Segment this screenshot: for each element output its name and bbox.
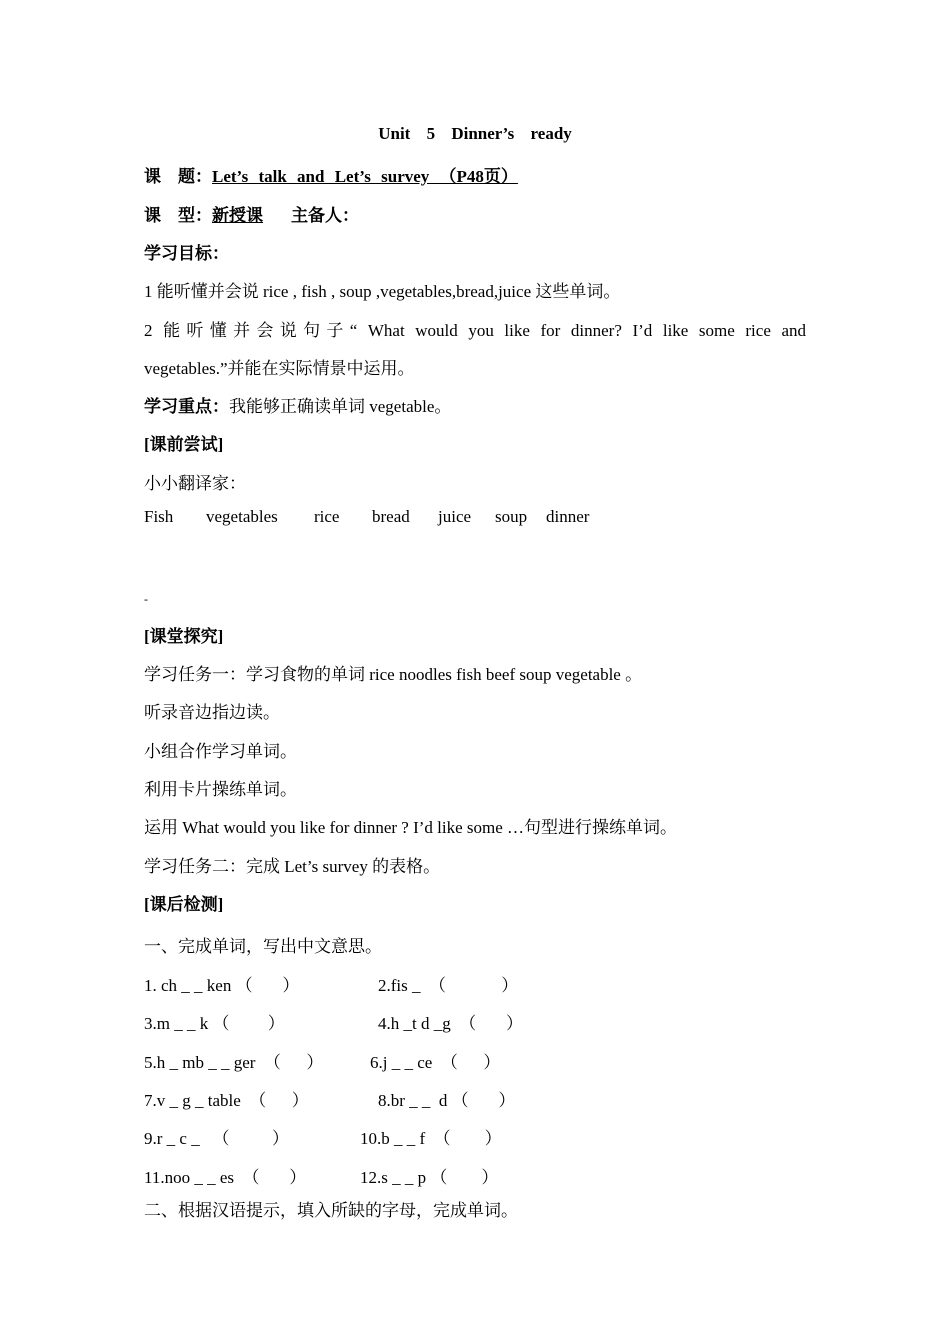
exercise-item: 2.fis _ （ ）: [378, 976, 519, 995]
exercise-item: 10.b _ _ f （ ）: [360, 1129, 502, 1148]
type-value: 新授课: [212, 206, 263, 225]
pre-class-heading: [课前尝试]: [144, 435, 224, 454]
part-1-title: 一、完成单词，写出中文意思。: [144, 937, 382, 956]
word-juice: juice: [438, 507, 472, 526]
topic-line: [144, 162, 518, 187]
dash-mark: -: [144, 592, 148, 606]
step-3: 利用卡片操练单词。: [144, 780, 297, 799]
word-vegetables: vegetables: [206, 507, 278, 526]
exercise-item: 4.h _t d _g （ ）: [378, 1014, 523, 1033]
exercise-item: 5.h _ mb _ _ ger （ ）: [144, 1053, 324, 1072]
word-soup: soup: [495, 507, 528, 526]
objective-2-line-2: vegetables.”并能在实际情景中运用。: [144, 359, 415, 378]
exercise-item: 9.r _ c _ （ ）: [144, 1129, 289, 1148]
key-point-label: 学习重点：: [144, 397, 229, 416]
topic-value: Let’s talk and Let’s survey （P48页）: [212, 167, 518, 186]
type-label: 课 型：: [144, 206, 212, 225]
exercise-item: 6.j _ _ ce （ ）: [370, 1053, 501, 1072]
type-line: [144, 201, 359, 226]
step-1: 听录音边指边读。: [144, 703, 280, 722]
step-4: 运用 What would you like for dinner ? I’d like some …句型进行操练单词。: [144, 818, 678, 837]
exercise-item: 3.m _ _ k （ ）: [144, 1014, 285, 1033]
exercise-item: 11.noo _ _ es （ ）: [144, 1168, 307, 1187]
word-fish: Fish: [144, 507, 174, 526]
word-bread: bread: [372, 507, 410, 526]
topic-label: 课 题：: [144, 167, 212, 186]
objective-2-line-1: 2 能听懂并会说句子“ What would you like for dinner? I’d like some rice and: [144, 321, 806, 340]
key-point-value: 我能够正确读单词 vegetable。: [229, 397, 452, 416]
page-title: Unit 5 Dinner’s ready: [378, 124, 572, 143]
post-class-heading: [课后检测]: [144, 895, 224, 914]
objective-1: 1 能听懂并会说 rice , fish , soup ,vegetables,bread,juice 这些单词。: [144, 282, 621, 301]
task-2: 学习任务二：完成 Let’s survey 的表格。: [144, 857, 441, 876]
objectives-heading: 学习目标：: [144, 244, 229, 263]
step-2: 小组合作学习单词。: [144, 742, 297, 761]
word-dinner: dinner: [546, 507, 590, 526]
word-rice: rice: [314, 507, 340, 526]
part-2-title: 二、根据汉语提示，填入所缺的字母，完成单词。: [144, 1201, 518, 1220]
key-point-line: [144, 392, 451, 417]
exercise-item: 8.br _ _ d （ ）: [378, 1091, 516, 1110]
exercise-item: 1. ch _ _ ken （ ）: [144, 976, 300, 995]
exercise-item: 7.v _ g _ table （ ）: [144, 1091, 309, 1110]
task-1: 学习任务一：学习食物的单词 rice noodles fish beef soup vegetable 。: [144, 665, 643, 684]
preparer-label: 主备人：: [291, 206, 359, 225]
translator-heading: 小小翻译家：: [144, 474, 246, 493]
in-class-heading: [课堂探究]: [144, 627, 224, 646]
exercise-item: 12.s _ _ p （ ）: [360, 1168, 499, 1187]
